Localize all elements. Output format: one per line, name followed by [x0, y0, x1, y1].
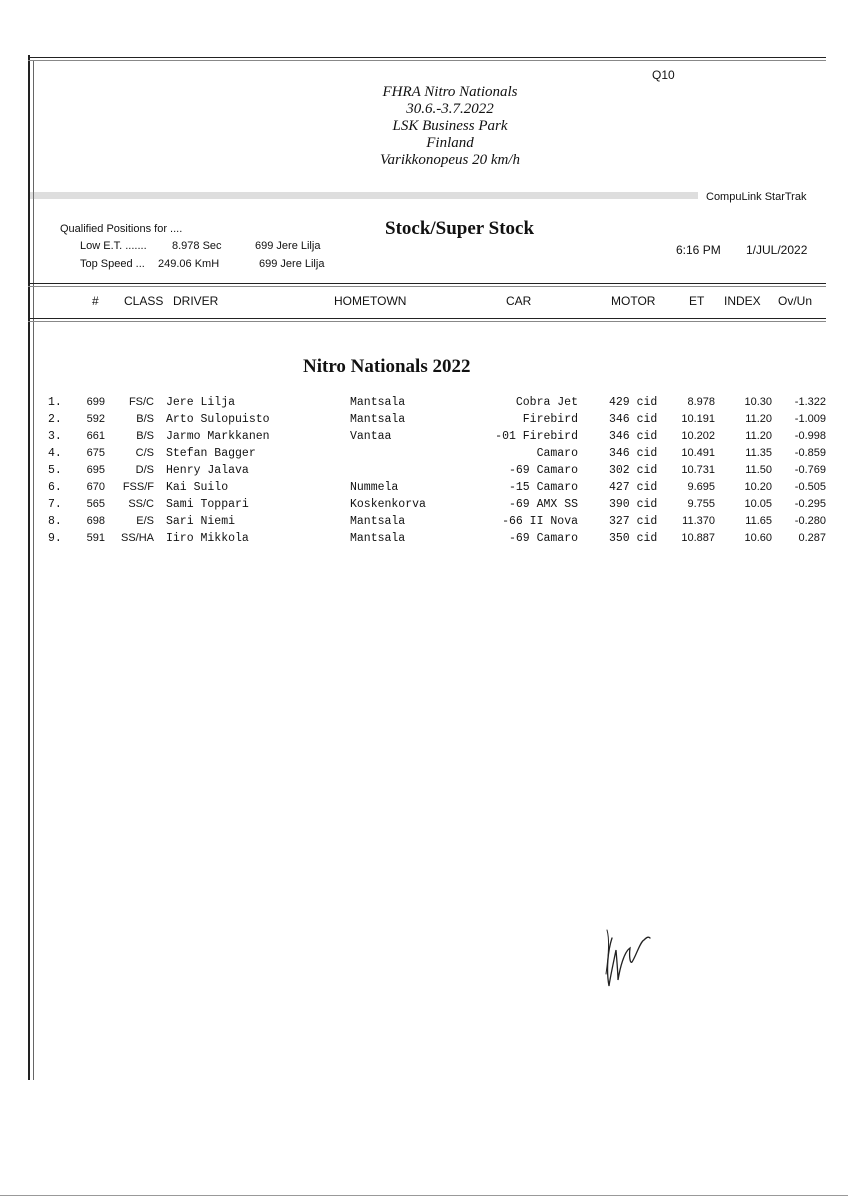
table-row	[0, 447, 848, 464]
row-car: Cobra Jet	[515, 396, 578, 409]
header-rule-bottom	[28, 318, 826, 319]
row-pos: 6.	[48, 481, 62, 494]
row-ovun: -1.322	[794, 396, 826, 408]
row-car: Firebird	[522, 413, 578, 426]
low-et-label: Low E.T. .......	[80, 240, 147, 252]
table-row	[0, 498, 848, 515]
table-row	[0, 515, 848, 532]
row-hometown: Vantaa	[350, 430, 392, 443]
row-hometown: Mantsala	[350, 396, 406, 409]
row-et: 8.978	[687, 396, 715, 408]
row-num: 565	[86, 498, 105, 510]
event-header	[330, 84, 570, 169]
row-driver: Kai Suilo	[166, 481, 229, 494]
row-class: C/S	[135, 447, 154, 459]
row-ovun: -1.009	[794, 413, 826, 425]
col-driver: DRIVER	[173, 294, 219, 308]
col-et: ET	[689, 294, 705, 308]
row-index: 11.20	[745, 430, 772, 442]
row-driver: Jere Lilja	[166, 396, 236, 409]
row-car: -66 II Nova	[502, 515, 578, 528]
row-class: B/S	[136, 413, 154, 425]
section-title: Nitro Nationals 2022	[303, 356, 471, 377]
row-driver: Iiro Mikkola	[166, 532, 249, 545]
row-pos: 5.	[48, 464, 62, 477]
row-ovun: 0.287	[798, 532, 826, 544]
dotted-band	[30, 192, 698, 199]
row-hometown: Koskenkorva	[350, 498, 426, 511]
event-note: Varikkonopeus 20 km/h	[380, 152, 520, 168]
row-driver: Sami Toppari	[166, 498, 249, 511]
row-motor: 327 cid	[609, 515, 658, 528]
low-et-driver: 699 Jere Lilja	[255, 240, 321, 252]
row-index: 10.20	[744, 481, 772, 493]
row-pos: 4.	[48, 447, 62, 460]
top-speed-label: Top Speed ...	[80, 258, 145, 270]
table-row	[0, 464, 848, 481]
row-index: 10.60	[744, 532, 772, 544]
class-title: Stock/Super Stock	[385, 218, 535, 239]
row-pos: 1.	[48, 396, 62, 409]
page-border-left-inner	[33, 60, 34, 1080]
row-pos: 7.	[48, 498, 62, 511]
row-driver: Jarmo Markkanen	[166, 430, 270, 443]
row-hometown: Mantsala	[350, 532, 406, 545]
row-ovun: -0.769	[794, 464, 826, 476]
row-index: 11.65	[745, 515, 772, 527]
row-motor: 346 cid	[609, 413, 658, 426]
row-motor: 346 cid	[609, 447, 658, 460]
row-hometown: Mantsala	[350, 413, 406, 426]
row-et: 9.695	[687, 481, 715, 493]
row-driver: Arto Sulopuisto	[166, 413, 270, 426]
col-ovun: Ov/Un	[778, 294, 813, 308]
row-et: 10.491	[681, 447, 715, 459]
row-et: 11.370	[682, 515, 715, 527]
row-num: 661	[86, 430, 105, 442]
row-et: 10.202	[681, 430, 715, 442]
row-index: 10.30	[744, 396, 772, 408]
row-class: SS/C	[128, 498, 154, 510]
header-rule-top-inner	[28, 286, 826, 287]
col-motor: MOTOR	[611, 294, 656, 308]
event-dates: 30.6.-3.7.2022	[406, 101, 494, 117]
row-car: -69 Camaro	[508, 532, 578, 545]
row-motor: 302 cid	[609, 464, 658, 477]
top-speed-value: 249.06 KmH	[158, 258, 220, 270]
row-ovun: -0.505	[794, 481, 826, 493]
col-hometown: HOMETOWN	[334, 294, 407, 308]
row-et: 10.887	[681, 532, 715, 544]
event-country: Finland	[426, 135, 474, 151]
row-driver: Sari Niemi	[166, 515, 236, 528]
table-row	[0, 413, 848, 430]
row-motor: 427 cid	[609, 481, 658, 494]
row-car: -69 Camaro	[508, 464, 578, 477]
event-title: FHRA Nitro Nationals	[382, 84, 518, 100]
row-ovun: -0.859	[794, 447, 826, 459]
row-motor: 390 cid	[609, 498, 658, 511]
row-car: -69 AMX SS	[508, 498, 578, 511]
row-ovun: -0.280	[794, 515, 826, 527]
row-index: 10.05	[744, 498, 772, 510]
row-num: 675	[86, 447, 105, 459]
page-code: Q10	[652, 68, 675, 82]
row-et: 9.755	[687, 498, 715, 510]
table-row	[0, 430, 848, 447]
row-pos: 3.	[48, 430, 62, 443]
row-num: 698	[86, 515, 105, 527]
report-date: 1/JUL/2022	[746, 243, 808, 257]
bottom-rule	[0, 1195, 848, 1196]
row-class: D/S	[135, 464, 154, 476]
row-motor: 346 cid	[609, 430, 658, 443]
row-ovun: -0.998	[794, 430, 826, 442]
top-rule	[28, 57, 826, 58]
row-index: 11.35	[745, 447, 772, 459]
row-car: -15 Camaro	[508, 481, 578, 494]
row-driver: Henry Jalava	[166, 464, 249, 477]
top-speed-driver: 699 Jere Lilja	[259, 258, 325, 270]
row-et: 10.731	[681, 464, 715, 476]
row-class: FSS/F	[122, 481, 154, 493]
row-motor: 350 cid	[609, 532, 658, 545]
row-pos: 8.	[48, 515, 62, 528]
row-car: -01 Firebird	[495, 430, 578, 443]
row-num: 592	[86, 413, 105, 425]
col-class: CLASS	[124, 294, 164, 308]
row-class: SS/HA	[120, 532, 154, 544]
row-index: 11.50	[745, 464, 772, 476]
table-row	[0, 481, 848, 498]
qualified-label: Qualified Positions for ....	[60, 223, 183, 235]
page-border-left	[28, 55, 30, 1080]
row-num: 695	[86, 464, 105, 476]
header-rule-top	[28, 283, 826, 284]
row-num: 670	[86, 481, 105, 493]
brand-label: CompuLink StarTrak	[706, 191, 807, 203]
row-class: B/S	[136, 430, 154, 442]
row-num: 591	[86, 532, 105, 544]
row-et: 10.191	[681, 413, 715, 425]
col-index: INDEX	[724, 294, 761, 308]
report-time: 6:16 PM	[676, 243, 721, 257]
event-venue: LSK Business Park	[392, 118, 508, 134]
low-et-value: 8.978 Sec	[172, 240, 222, 252]
row-pos: 2.	[48, 413, 62, 426]
table-row	[0, 532, 848, 549]
signature-mark	[596, 920, 666, 995]
row-ovun: -0.295	[794, 498, 826, 510]
row-class: E/S	[136, 515, 154, 527]
header-rule-bottom-inner	[28, 321, 826, 322]
top-rule-inner	[28, 60, 826, 61]
row-class: FS/C	[128, 396, 154, 408]
row-car: Camaro	[536, 447, 578, 460]
row-driver: Stefan Bagger	[166, 447, 256, 460]
col-number: #	[92, 294, 99, 308]
col-car: CAR	[506, 294, 532, 308]
row-motor: 429 cid	[609, 396, 658, 409]
row-pos: 9.	[48, 532, 62, 545]
row-hometown: Nummela	[350, 481, 399, 494]
table-row	[0, 396, 848, 413]
row-hometown: Mantsala	[350, 515, 406, 528]
row-index: 11.20	[745, 413, 772, 425]
row-num: 699	[86, 396, 105, 408]
